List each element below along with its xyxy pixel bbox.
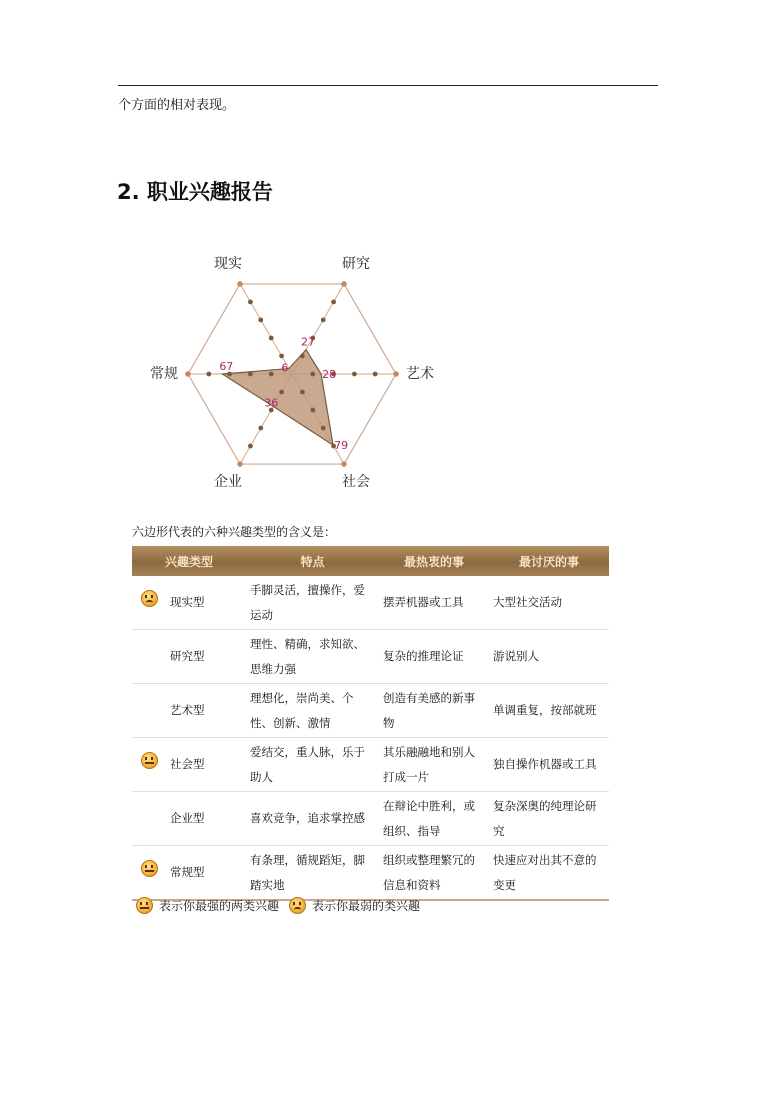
row-type: 研究型 xyxy=(166,630,246,684)
table-row xyxy=(132,846,609,901)
radar-axis-label: 研究 xyxy=(342,255,370,272)
header-type: 兴趣类型 xyxy=(132,546,246,576)
table-row xyxy=(132,576,609,630)
top-rule xyxy=(118,85,658,86)
legend-strong-text: 表示你最强的两类兴趣 xyxy=(159,899,280,913)
row-trait: 理性、精确，求知欲、思维力强 xyxy=(246,630,379,684)
radar-tick-dot xyxy=(310,372,315,377)
radar-tick-dot xyxy=(269,336,274,341)
radar-axis-label: 艺术 xyxy=(406,366,434,382)
radar-axis-label: 现实 xyxy=(214,255,242,272)
row-type: 现实型 xyxy=(166,576,246,630)
radar-value-label: 28 xyxy=(322,368,337,381)
section-title: 2. 职业兴趣报告 xyxy=(117,180,273,204)
row-dislike: 游说别人 xyxy=(489,630,609,684)
table-caption: 六边形代表的六种兴趣类型的含义是： xyxy=(132,525,337,539)
radar-tick-dot xyxy=(341,281,347,287)
radar-tick-dot xyxy=(310,408,315,413)
table-row xyxy=(132,738,609,792)
radar-tick-dot xyxy=(352,372,357,377)
weak-emoji-icon xyxy=(141,590,158,607)
radar-tick-dot xyxy=(321,318,326,323)
radar-tick-dot xyxy=(279,354,284,359)
radar-tick-dot xyxy=(258,426,263,431)
weak-emoji-icon xyxy=(289,897,306,914)
row-like: 组织或整理繁冗的信息和资料 xyxy=(379,846,489,901)
row-like: 复杂的推理论证 xyxy=(379,630,489,684)
radar-tick-dot xyxy=(279,390,284,395)
table-row xyxy=(132,684,609,738)
radar-tick-dot xyxy=(248,372,253,377)
row-dislike: 大型社交活动 xyxy=(489,576,609,630)
interest-radar-chart xyxy=(140,252,434,492)
radar-value-label: 36 xyxy=(264,396,279,410)
radar-tick-dot xyxy=(269,372,274,377)
row-dislike: 复杂深奥的纯理论研究 xyxy=(489,792,609,846)
row-trait: 手脚灵活，擅操作，爱运动 xyxy=(246,576,379,630)
radar-tick-dot xyxy=(300,390,305,395)
strong-emoji-icon xyxy=(141,752,158,769)
row-type: 艺术型 xyxy=(166,684,246,738)
table-row xyxy=(132,630,609,684)
radar-tick-dot xyxy=(373,372,378,377)
radar-value-label: 27 xyxy=(301,335,316,349)
row-like: 创造有美感的新事物 xyxy=(379,684,489,738)
radar-tick-dot xyxy=(248,300,253,305)
radar-tick-dot xyxy=(321,426,326,431)
row-like: 在辩论中胜利，或组织、指导 xyxy=(379,792,489,846)
radar-tick-dot xyxy=(300,354,305,359)
row-icon-cell xyxy=(132,846,166,901)
radar-axis-label: 企业 xyxy=(214,474,242,491)
row-trait: 爱结交，重人脉，乐于助人 xyxy=(246,738,379,792)
radar-value-label: 79 xyxy=(334,439,349,453)
row-trait: 喜欢竞争，追求掌控感 xyxy=(246,792,379,846)
radar-tick-dot xyxy=(331,300,336,305)
row-type: 企业型 xyxy=(166,792,246,846)
header-trait: 特点 xyxy=(246,546,379,576)
table-header-row xyxy=(132,546,609,576)
row-type: 常规型 xyxy=(166,846,246,901)
row-type: 社会型 xyxy=(166,738,246,792)
radar-tick-dot xyxy=(258,318,263,323)
radar-axis-label: 社会 xyxy=(342,474,370,491)
legend xyxy=(136,897,420,914)
radar-tick-dot xyxy=(237,281,243,287)
row-trait: 有条理，循规蹈矩，脚踏实地 xyxy=(246,846,379,901)
header-like: 最热衷的事 xyxy=(379,546,489,576)
radar-tick-dot xyxy=(393,371,399,377)
row-dislike: 快速应对出其不意的变更 xyxy=(489,846,609,901)
row-icon-cell xyxy=(132,738,166,792)
radar-tick-dot xyxy=(185,371,191,377)
row-icon-cell xyxy=(132,576,166,630)
interest-table xyxy=(132,546,609,901)
table-row xyxy=(132,792,609,846)
intro-text: 个方面的相对表现。 xyxy=(118,98,236,113)
row-dislike: 单调重复，按部就班 xyxy=(489,684,609,738)
row-icon-cell xyxy=(132,792,166,846)
row-like: 其乐融融地和别人打成一片 xyxy=(379,738,489,792)
header-dislike: 最讨厌的事 xyxy=(489,546,609,576)
radar-value-label: 6 xyxy=(281,361,289,375)
radar-tick-dot xyxy=(237,461,243,467)
row-dislike: 独自操作机器或工具 xyxy=(489,738,609,792)
row-icon-cell xyxy=(132,630,166,684)
strong-emoji-icon xyxy=(136,897,153,914)
radar-value-label: 67 xyxy=(219,360,234,373)
radar-tick-dot xyxy=(206,372,211,377)
row-icon-cell xyxy=(132,684,166,738)
row-like: 摆弄机器或工具 xyxy=(379,576,489,630)
radar-axis-label: 常规 xyxy=(150,366,178,382)
row-trait: 理想化，崇尚美、个性、创新、激情 xyxy=(246,684,379,738)
legend-weak-text: 表示你最弱的类兴趣 xyxy=(312,899,421,913)
radar-tick-dot xyxy=(248,444,253,449)
strong-emoji-icon xyxy=(141,860,158,877)
radar-tick-dot xyxy=(341,461,347,467)
